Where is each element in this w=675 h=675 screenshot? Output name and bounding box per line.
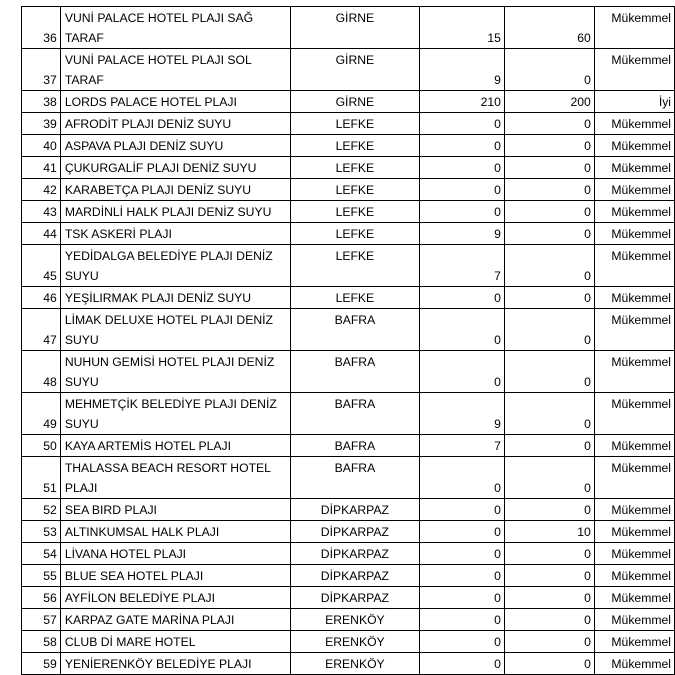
row-number: 59 (22, 653, 61, 675)
region: DİPKARPAZ (291, 543, 420, 565)
row-number: 37 (22, 49, 61, 91)
beach-name: ÇUKURGALİF PLAJI DENİZ SUYU (60, 157, 290, 179)
row-number: 51 (22, 457, 61, 499)
value-a: 0 (419, 565, 504, 587)
quality-rating: Mükemmel (594, 245, 674, 287)
value-b: 0 (504, 245, 594, 287)
value-a: 0 (419, 157, 504, 179)
beach-name: ASPAVA PLAJI DENİZ SUYU (60, 135, 290, 157)
value-b: 0 (504, 435, 594, 457)
value-a: 9 (419, 49, 504, 91)
quality-rating: Mükemmel (594, 287, 674, 309)
value-b: 0 (504, 179, 594, 201)
beach-water-quality-table (21, 6, 675, 675)
quality-rating: Mükemmel (594, 157, 674, 179)
value-b: 0 (504, 135, 594, 157)
value-a: 210 (419, 91, 504, 113)
quality-rating: Mükemmel (594, 351, 674, 393)
row-number: 42 (22, 179, 61, 201)
table-row (22, 393, 675, 435)
region: DİPKARPAZ (291, 499, 420, 521)
region: BAFRA (291, 393, 420, 435)
quality-rating: Mükemmel (594, 653, 674, 675)
value-a: 0 (419, 201, 504, 223)
table-row (22, 543, 675, 565)
quality-rating: Mükemmel (594, 7, 674, 49)
row-number: 40 (22, 135, 61, 157)
value-b: 0 (504, 631, 594, 653)
value-b: 0 (504, 565, 594, 587)
region: GİRNE (291, 7, 420, 49)
table-row (22, 223, 675, 245)
beach-name: AFRODİT PLAJI DENİZ SUYU (60, 113, 290, 135)
quality-rating: Mükemmel (594, 179, 674, 201)
region: LEFKE (291, 135, 420, 157)
quality-rating: Mükemmel (594, 565, 674, 587)
region: ERENKÖY (291, 631, 420, 653)
value-b: 10 (504, 521, 594, 543)
beach-name: LORDS PALACE HOTEL PLAJI (60, 91, 290, 113)
table-row (22, 565, 675, 587)
row-number: 53 (22, 521, 61, 543)
value-a: 9 (419, 223, 504, 245)
row-number: 48 (22, 351, 61, 393)
value-a: 0 (419, 543, 504, 565)
table-row (22, 157, 675, 179)
region: LEFKE (291, 223, 420, 245)
table-row (22, 91, 675, 113)
quality-rating: Mükemmel (594, 223, 674, 245)
beach-name: MARDİNLİ HALK PLAJI DENİZ SUYU (60, 201, 290, 223)
table-body (22, 7, 675, 675)
quality-rating: Mükemmel (594, 587, 674, 609)
quality-rating: İyi (594, 91, 674, 113)
quality-rating: Mükemmel (594, 521, 674, 543)
region: LEFKE (291, 201, 420, 223)
row-number: 52 (22, 499, 61, 521)
table-row (22, 435, 675, 457)
table-row (22, 49, 675, 91)
region: LEFKE (291, 157, 420, 179)
row-number: 36 (22, 7, 61, 49)
row-number: 49 (22, 393, 61, 435)
beach-name: ALTINKUMSAL HALK PLAJI (60, 521, 290, 543)
beach-name: MEHMETÇİK BELEDİYE PLAJI DENİZ SUYU (60, 393, 290, 435)
value-a: 7 (419, 435, 504, 457)
table-row (22, 201, 675, 223)
region: LEFKE (291, 287, 420, 309)
value-b: 0 (504, 351, 594, 393)
table-row (22, 499, 675, 521)
beach-name: AYFİLON BELEDİYE PLAJI (60, 587, 290, 609)
value-a: 0 (419, 499, 504, 521)
value-a: 0 (419, 457, 504, 499)
row-number: 43 (22, 201, 61, 223)
quality-rating: Mükemmel (594, 609, 674, 631)
quality-rating: Mükemmel (594, 113, 674, 135)
value-a: 9 (419, 393, 504, 435)
value-a: 0 (419, 521, 504, 543)
beach-name: NUHUN GEMİSİ HOTEL PLAJI DENİZ SUYU (60, 351, 290, 393)
beach-name: VUNİ PALACE HOTEL PLAJI SAĞ TARAF (60, 7, 290, 49)
value-a: 15 (419, 7, 504, 49)
beach-name: KARPAZ GATE MARİNA PLAJI (60, 609, 290, 631)
value-b: 60 (504, 7, 594, 49)
region: DİPKARPAZ (291, 587, 420, 609)
quality-rating: Mükemmel (594, 49, 674, 91)
table-row (22, 113, 675, 135)
value-b: 0 (504, 201, 594, 223)
row-number: 46 (22, 287, 61, 309)
row-number: 58 (22, 631, 61, 653)
beach-name: SEA BIRD PLAJI (60, 499, 290, 521)
region: LEFKE (291, 113, 420, 135)
table-row (22, 7, 675, 49)
value-b: 0 (504, 113, 594, 135)
row-number: 38 (22, 91, 61, 113)
beach-name: CLUB Dİ MARE HOTEL (60, 631, 290, 653)
value-b: 200 (504, 91, 594, 113)
region: BAFRA (291, 457, 420, 499)
quality-rating: Mükemmel (594, 543, 674, 565)
row-number: 54 (22, 543, 61, 565)
row-number: 57 (22, 609, 61, 631)
beach-name: YEŞİLIRMAK PLAJI DENİZ SUYU (60, 287, 290, 309)
region: GİRNE (291, 49, 420, 91)
beach-name: YEDİDALGA BELEDİYE PLAJI DENİZ SUYU (60, 245, 290, 287)
beach-name: BLUE SEA HOTEL PLAJI (60, 565, 290, 587)
table-row (22, 587, 675, 609)
region: BAFRA (291, 309, 420, 351)
row-number: 50 (22, 435, 61, 457)
beach-name: VUNİ PALACE HOTEL PLAJI SOL TARAF (60, 49, 290, 91)
value-b: 0 (504, 609, 594, 631)
row-number: 55 (22, 565, 61, 587)
region: LEFKE (291, 179, 420, 201)
quality-rating: Mükemmel (594, 631, 674, 653)
table-row (22, 309, 675, 351)
region: LEFKE (291, 245, 420, 287)
row-number: 56 (22, 587, 61, 609)
beach-name: THALASSA BEACH RESORT HOTEL PLAJI (60, 457, 290, 499)
value-b: 0 (504, 223, 594, 245)
table-row (22, 179, 675, 201)
row-number: 44 (22, 223, 61, 245)
region: ERENKÖY (291, 609, 420, 631)
row-number: 41 (22, 157, 61, 179)
value-b: 0 (504, 587, 594, 609)
value-b: 0 (504, 157, 594, 179)
beach-name: KARABETÇA PLAJI DENİZ SUYU (60, 179, 290, 201)
table-row (22, 609, 675, 631)
quality-rating: Mükemmel (594, 135, 674, 157)
value-a: 0 (419, 631, 504, 653)
value-b: 0 (504, 393, 594, 435)
value-a: 0 (419, 609, 504, 631)
beach-name: LİMAK DELUXE HOTEL PLAJI DENİZ SUYU (60, 309, 290, 351)
value-b: 0 (504, 309, 594, 351)
quality-rating: Mükemmel (594, 393, 674, 435)
region: BAFRA (291, 351, 420, 393)
table-row (22, 457, 675, 499)
value-a: 0 (419, 587, 504, 609)
region: ERENKÖY (291, 653, 420, 675)
quality-rating: Mükemmel (594, 499, 674, 521)
table-row (22, 245, 675, 287)
value-b: 0 (504, 543, 594, 565)
beach-name: KAYA ARTEMİS HOTEL PLAJI (60, 435, 290, 457)
quality-rating: Mükemmel (594, 457, 674, 499)
region: DİPKARPAZ (291, 565, 420, 587)
table-row (22, 631, 675, 653)
value-a: 0 (419, 135, 504, 157)
value-a: 0 (419, 179, 504, 201)
value-a: 0 (419, 653, 504, 675)
region: BAFRA (291, 435, 420, 457)
row-number: 45 (22, 245, 61, 287)
quality-rating: Mükemmel (594, 309, 674, 351)
row-number: 47 (22, 309, 61, 351)
value-a: 0 (419, 113, 504, 135)
beach-name: TSK ASKERİ PLAJI (60, 223, 290, 245)
beach-name: LİVANA HOTEL PLAJI (60, 543, 290, 565)
row-number: 39 (22, 113, 61, 135)
quality-rating: Mükemmel (594, 435, 674, 457)
table-row (22, 521, 675, 543)
table-row (22, 351, 675, 393)
value-b: 0 (504, 49, 594, 91)
value-b: 0 (504, 499, 594, 521)
region: DİPKARPAZ (291, 521, 420, 543)
table-row (22, 135, 675, 157)
value-a: 7 (419, 245, 504, 287)
value-a: 0 (419, 351, 504, 393)
quality-rating: Mükemmel (594, 201, 674, 223)
value-b: 0 (504, 653, 594, 675)
table-row (22, 287, 675, 309)
region: GİRNE (291, 91, 420, 113)
value-a: 0 (419, 309, 504, 351)
table-row (22, 653, 675, 675)
value-b: 0 (504, 287, 594, 309)
value-a: 0 (419, 287, 504, 309)
value-b: 0 (504, 457, 594, 499)
beach-name: YENİERENKÖY BELEDİYE PLAJI (60, 653, 290, 675)
